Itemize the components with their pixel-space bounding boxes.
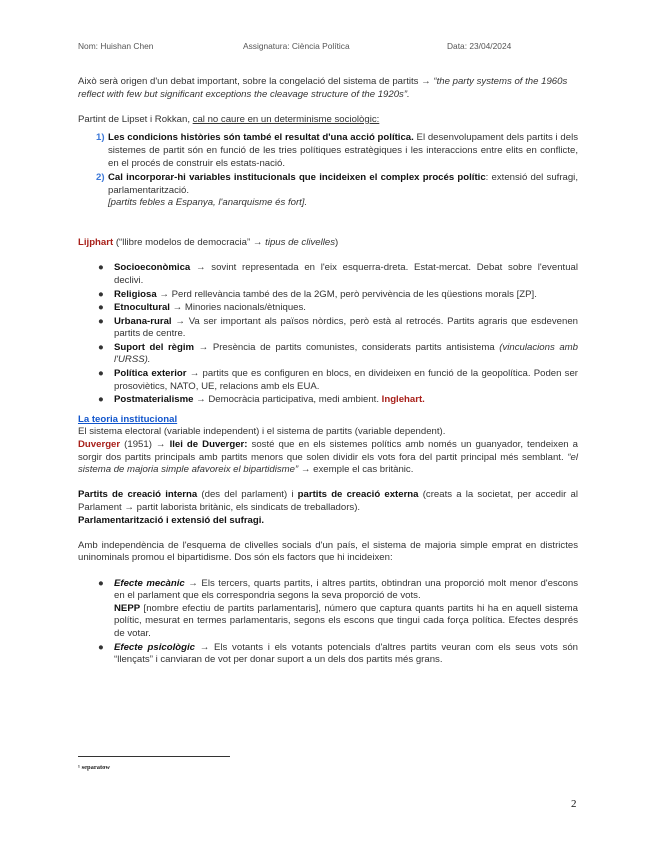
- list-number: 1): [96, 132, 105, 144]
- numbered-item: [78, 132, 578, 170]
- item-text: → partits que es configuren en blocs, en divideixen en funció de la geopolítica. Poden ser prosoviètics, NATO, UE, relacions amb els EUA.: [114, 368, 578, 392]
- lijphart-italic: tipus de clivelles: [265, 237, 336, 249]
- bullet-icon: ●: [98, 341, 104, 353]
- intro-quote: “the party systems of the 1960s reflect with few but significant exceptions the cleavage structure of the 1920s”.: [78, 76, 568, 100]
- item-bold: Socioeconòmica: [114, 262, 191, 274]
- list-item: [78, 289, 578, 302]
- item-italic: [partits febles a Espanya, l'anarquisme és fort].: [108, 197, 308, 209]
- list-item: [78, 368, 578, 393]
- page-number: 2: [571, 798, 577, 810]
- list-item: [78, 316, 578, 341]
- numbered-item: [78, 172, 578, 210]
- item-bold: Les condicions històries són també el resultat d'una acció política.: [108, 132, 414, 144]
- bullet-icon: ●: [98, 315, 104, 327]
- item-italic: (vinculacions amb l'URSS).: [114, 341, 578, 366]
- lipset-prefix: Partint de Lipset i Rokkan,: [78, 113, 193, 125]
- bullet-icon: ●: [98, 394, 104, 406]
- header-name: Nom: Huishan Chen: [78, 41, 154, 51]
- item-bold: Cal incorporar-hi variables institucionals que incideixen el complex procés polític: [108, 172, 486, 184]
- law-end: → exemple el cas britànic.: [298, 464, 414, 476]
- lijphart-paragraph: [78, 237, 578, 250]
- list-item: [78, 262, 578, 287]
- effects-list: [78, 578, 578, 667]
- item-bold: Suport del règim: [114, 341, 195, 353]
- bullet-icon: ●: [98, 577, 104, 589]
- header-date: Data: 23/04/2024: [447, 41, 512, 51]
- item-text: → Minories nacionals/ètniques.: [169, 302, 306, 314]
- item-text: → Presència de partits comunistes, considerats partits antisistema: [194, 341, 500, 353]
- independence-paragraph: Amb independència de l'esquema de clivelles socials d'un país, el sistema de majoria simple emprat en districtes uninominals promou el bipartidisme. Dos són els factors que hi incideixen:: [78, 539, 578, 564]
- duverger-paragraph: [78, 439, 578, 477]
- parliament-line: [78, 515, 578, 528]
- nepp-text: [nombre efectiu de partits parlamentaris], número que captura quants partits hi ha en aquell sistema polític, mesurat en termes parlamentaris, segons els escons que tingui cada força política. Efectes després de votar.: [114, 602, 578, 639]
- lijphart-text: (“llibre modelos de democracia” →: [113, 237, 266, 249]
- footnote-divider: [78, 756, 230, 757]
- header-subject: Assignatura: Ciència Política: [243, 41, 350, 51]
- creation-internal-text: (des del parlament) i: [197, 489, 298, 501]
- page-body: [78, 76, 578, 668]
- numbered-list: [78, 132, 578, 210]
- effect-bold: Efecte mecànic: [114, 577, 185, 589]
- section-title: [78, 414, 578, 427]
- nepp-label: NEPP: [114, 602, 141, 614]
- bullet-icon: ●: [98, 641, 104, 653]
- effect-bold: Efecte psicològic: [114, 641, 195, 653]
- bullet-icon: ●: [98, 288, 104, 300]
- list-item: [78, 642, 578, 667]
- intro-paragraph: [78, 76, 578, 101]
- item-text: → Democràcia participativa, medi ambient.: [193, 394, 382, 406]
- duverger-name: Duverger: [78, 439, 121, 451]
- creation-internal: Partits de creació interna: [78, 489, 198, 501]
- list-item: [78, 394, 578, 407]
- institutional-title: La teoria institucional: [78, 413, 178, 425]
- item-bold: Urbana-rural: [114, 315, 172, 327]
- institutional-line: El sistema electoral (variable independent) i el sistema de partits (variable dependent).: [78, 426, 446, 438]
- list-item: [78, 302, 578, 315]
- item-text: → Va ser important als països nòrdics, però està al retrocés. Partits agraris que esdevenen partits de centre.: [114, 315, 578, 340]
- lipset-underlined: cal no caure en un determinisme sociològic:: [192, 113, 380, 125]
- bullet-icon: ●: [98, 262, 104, 274]
- item-red: Inglehart.: [381, 394, 425, 406]
- footnote: ¹ separatow: [78, 764, 111, 771]
- duverger-year: (1951) →: [120, 439, 170, 451]
- list-number: 2): [96, 172, 105, 184]
- item-text: : extensió del sufragi, parlamentarització.: [108, 172, 578, 196]
- bullet-icon: ●: [98, 302, 104, 314]
- item-bold: Etnocultural: [114, 302, 170, 314]
- cleavage-list: [78, 262, 578, 407]
- law-quote: “el sistema de majoria simple afavoreix el bipartidisme”: [78, 451, 578, 476]
- creation-external-text: (creats a la societat, per accedir al Parlament → partit laborista britànic, els sindicats de treballadors).: [78, 489, 578, 513]
- list-item: [78, 342, 578, 367]
- lijphart-name: Lijphart: [78, 237, 114, 249]
- lijphart-close: ): [335, 237, 339, 249]
- item-bold: Religiosa: [114, 288, 157, 300]
- intro-text: Això serà origen d'un debat important, sobre la congelació del sistema de partits →: [78, 76, 434, 87]
- law-text: sosté que en els sistemes polítics amb només un guanyador, tendeixen a sorgir dos partits principals amb partits menors que solen dividir els vots fora del partit principal més semblant.: [78, 439, 579, 463]
- item-text: El desenvolupament dels partits i dels sistemes de partit són en funció de les tries polítiques estratègiques i les interaccions entre elits en conflicte, en el procés de construir els estats-nació.: [108, 132, 579, 169]
- page-header: [0, 40, 655, 52]
- bullet-icon: ●: [98, 368, 104, 380]
- lipset-paragraph: [78, 114, 578, 127]
- creation-paragraph: [78, 489, 578, 514]
- creation-external: partits de creació externa: [297, 489, 419, 501]
- item-text: → Perd rellevància també des de la 2GM, però pervivència de les qüestions morals [ZP].: [156, 288, 537, 300]
- item-bold: Postmaterialisme: [114, 394, 194, 406]
- effect-text: → Els votants i els votants potencials d'altres partits veuran com els seus vots són “llençats” i canviaran de vot per donar suport a un dels dos partits més grans.: [114, 641, 578, 666]
- parliament-bold: Parlamentarització i extensió del sufragi.: [78, 514, 265, 526]
- list-item: [78, 578, 578, 641]
- effect-text: → Els tercers, quarts partits, i altres partits, obtindran una proporció molt menor d'escons en el parlament que els correspondria segons la seva proporció de vots.: [114, 577, 579, 602]
- item-text: → sovint representada en l'eix esquerra-dreta. Estat-mercat. Debat sobre l'eventual declivi.: [114, 262, 578, 286]
- item-bold: Política exterior: [114, 368, 187, 380]
- duverger-law: llei de Duverger:: [169, 439, 248, 451]
